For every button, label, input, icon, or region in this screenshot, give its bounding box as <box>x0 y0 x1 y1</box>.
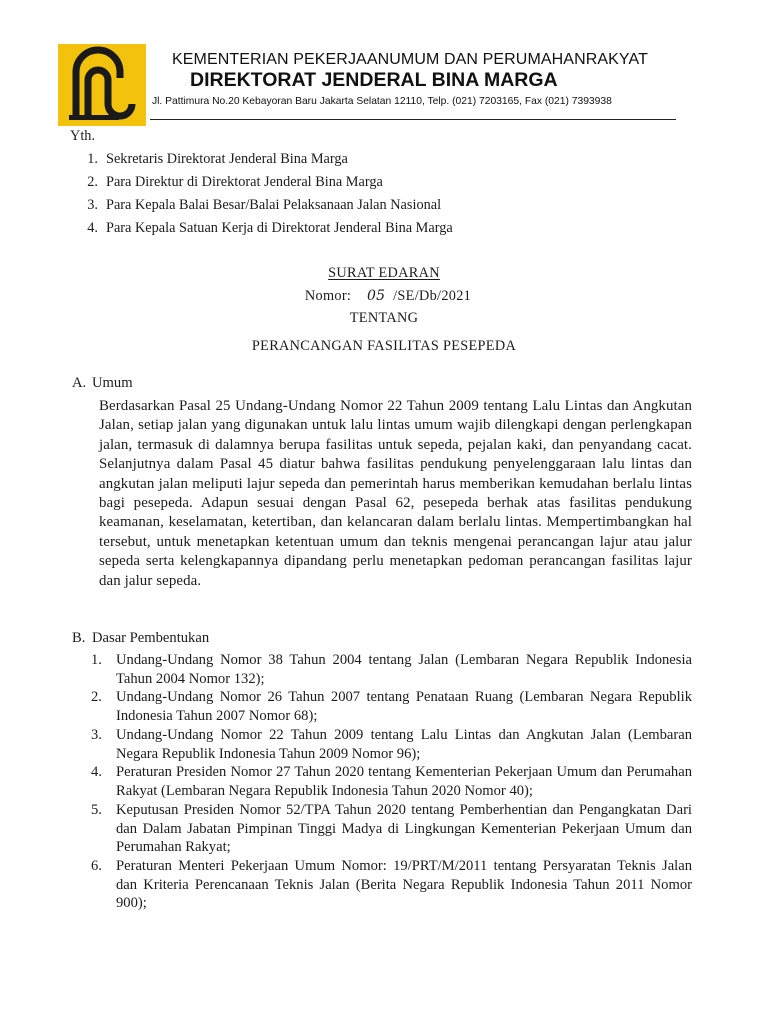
section-title: Dasar Pembentukan <box>92 630 210 646</box>
section-title: Umum <box>92 375 133 391</box>
list-text: Keputusan Presiden Nomor 52/TPA Tahun 2020 tentang Pemberhentian dan Pengangkatan Dari dan Dalam Jabatan Pimpinan Tinggi Madya di Lingkungan Kementerian Pekerjaan Umum dan Perumahan Rakyat; <box>116 801 692 856</box>
number-label: Nomor: <box>304 288 352 304</box>
list-item <box>84 857 692 913</box>
list-item <box>70 171 710 194</box>
list-number: 1. <box>87 151 98 167</box>
number-suffix: /SE/Db/2021 <box>393 288 472 304</box>
list-number: 2. <box>87 174 98 190</box>
list-item <box>84 688 692 725</box>
section-letter: B. <box>72 630 86 646</box>
section-letter: A. <box>72 375 87 391</box>
ministry-name: KEMENTERIAN PEKERJAANUMUM DAN PERUMAHANRAKYAT <box>172 51 648 68</box>
section-a-heading <box>72 373 133 393</box>
list-number: 3. <box>91 726 102 743</box>
list-number: 1. <box>91 652 102 668</box>
list-item <box>84 651 692 688</box>
list-text: Undang-Undang Nomor 26 Tahun 2007 tentang Penataan Ruang (Lembaran Negara Republik Indonesia Tahun 2007 Nomor 68); <box>116 689 692 725</box>
directorate-name: DIREKTORAT JENDERAL BINA MARGA <box>190 69 558 91</box>
list-text: Peraturan Menteri Pekerjaan Umum Nomor: 19/PRT/M/2011 tentang Persyaratan Teknis Jalan dan Kriteria Perencanaan Teknis Jalan (Berita Negara Republik Indonesia Tahun 2011 Nomor 900); <box>116 858 692 912</box>
addressee-list <box>70 148 710 240</box>
list-number: 5. <box>91 801 102 818</box>
list-number: 2. <box>91 689 102 706</box>
section-a-paragraph: Berdasarkan Pasal 25 Undang-Undang Nomor 22 Tahun 2009 tentang Lalu Lintas dan Angkutan Jalan, setiap jalan yang digunakan untuk lalu lintas umum wajib dilengkapi dengan perlengkapan jalan, termasuk di dalamnya berupa fasilitas untuk sepeda, pejalan kaki, dan penyandang cacat. Selanjutnya dalam Pasal 45 diatur bahwa fasilitas pendukung penyelenggaraan lalu lintas dan angkutan jalan meliputi lajur sepeda dan pemerintah harus memberikan kemudahan berlalu lintas bagi pesepeda. Adapun sesuai dengan Pasal 62, pesepeda berhak atas fasilitas pendukung keamanan, keselamatan, ketertiban, dan kelancaran dalam berlalu lintas. Mempertimbangkan hal tersebut, untuk menetapkan ketentuan umum dan teknis mengenai perancangan lajur atau jalur sepeda serta kelengkapannya dipandang perlu menetapkan pedoman perancangan fasilitas lajur dan jalur sepeda. <box>99 398 692 589</box>
list-number: 4. <box>91 764 102 781</box>
list-item <box>70 148 710 171</box>
list-item <box>70 217 710 240</box>
list-number: 4. <box>87 220 98 236</box>
list-number: 6. <box>91 858 102 875</box>
list-text: Undang-Undang Nomor 22 Tahun 2009 tentang Lalu Lintas dan Angkutan Jalan (Lembaran Negara Republik Indonesia Tahun 2009 Nomor 96); <box>116 726 692 762</box>
document-subject: PERANCANGAN FASILITAS PESEPEDA <box>251 338 517 354</box>
letterhead-divider <box>150 119 676 120</box>
list-text: Peraturan Presiden Nomor 27 Tahun 2020 tentang Kementerian Pekerjaan Umum dan Perumahan Rakyat (Lembaran Negara Republik Indonesia Tahun 2020 Nomor 40); <box>116 764 692 800</box>
list-text: Sekretaris Direktorat Jenderal Bina Marga <box>106 151 348 167</box>
letterhead <box>150 50 690 109</box>
list-text: Para Direktur di Direktorat Jenderal Bina Marga <box>106 174 383 190</box>
pu-ministry-logo-icon <box>58 44 146 126</box>
document-title-block <box>0 262 768 358</box>
office-address: Jl. Pattimura No.20 Kebayoran Baru Jakarta Selatan 12110, Telp. (021) 7203165, Fax (021) 7393938 <box>152 96 612 107</box>
document-type: SURAT EDARAN <box>328 265 440 281</box>
section-b-heading <box>72 628 209 648</box>
document-number <box>0 285 768 307</box>
list-item <box>84 763 692 800</box>
list-item <box>70 194 710 217</box>
about-label: TENTANG <box>349 310 419 326</box>
salutation: Yth. <box>70 128 96 144</box>
legal-basis-list <box>84 651 692 913</box>
list-text: Undang-Undang Nomor 38 Tahun 2004 tentang Jalan (Lembaran Negara Republik Indonesia Tahun 2004 Nomor 132); <box>116 652 692 687</box>
list-item <box>84 801 692 857</box>
list-number: 3. <box>87 197 98 213</box>
list-item <box>84 726 692 763</box>
handwritten-number: 05 <box>366 288 386 304</box>
list-text: Para Kepala Balai Besar/Balai Pelaksanaan Jalan Nasional <box>106 197 442 213</box>
list-text: Para Kepala Satuan Kerja di Direktorat Jenderal Bina Marga <box>106 220 453 236</box>
